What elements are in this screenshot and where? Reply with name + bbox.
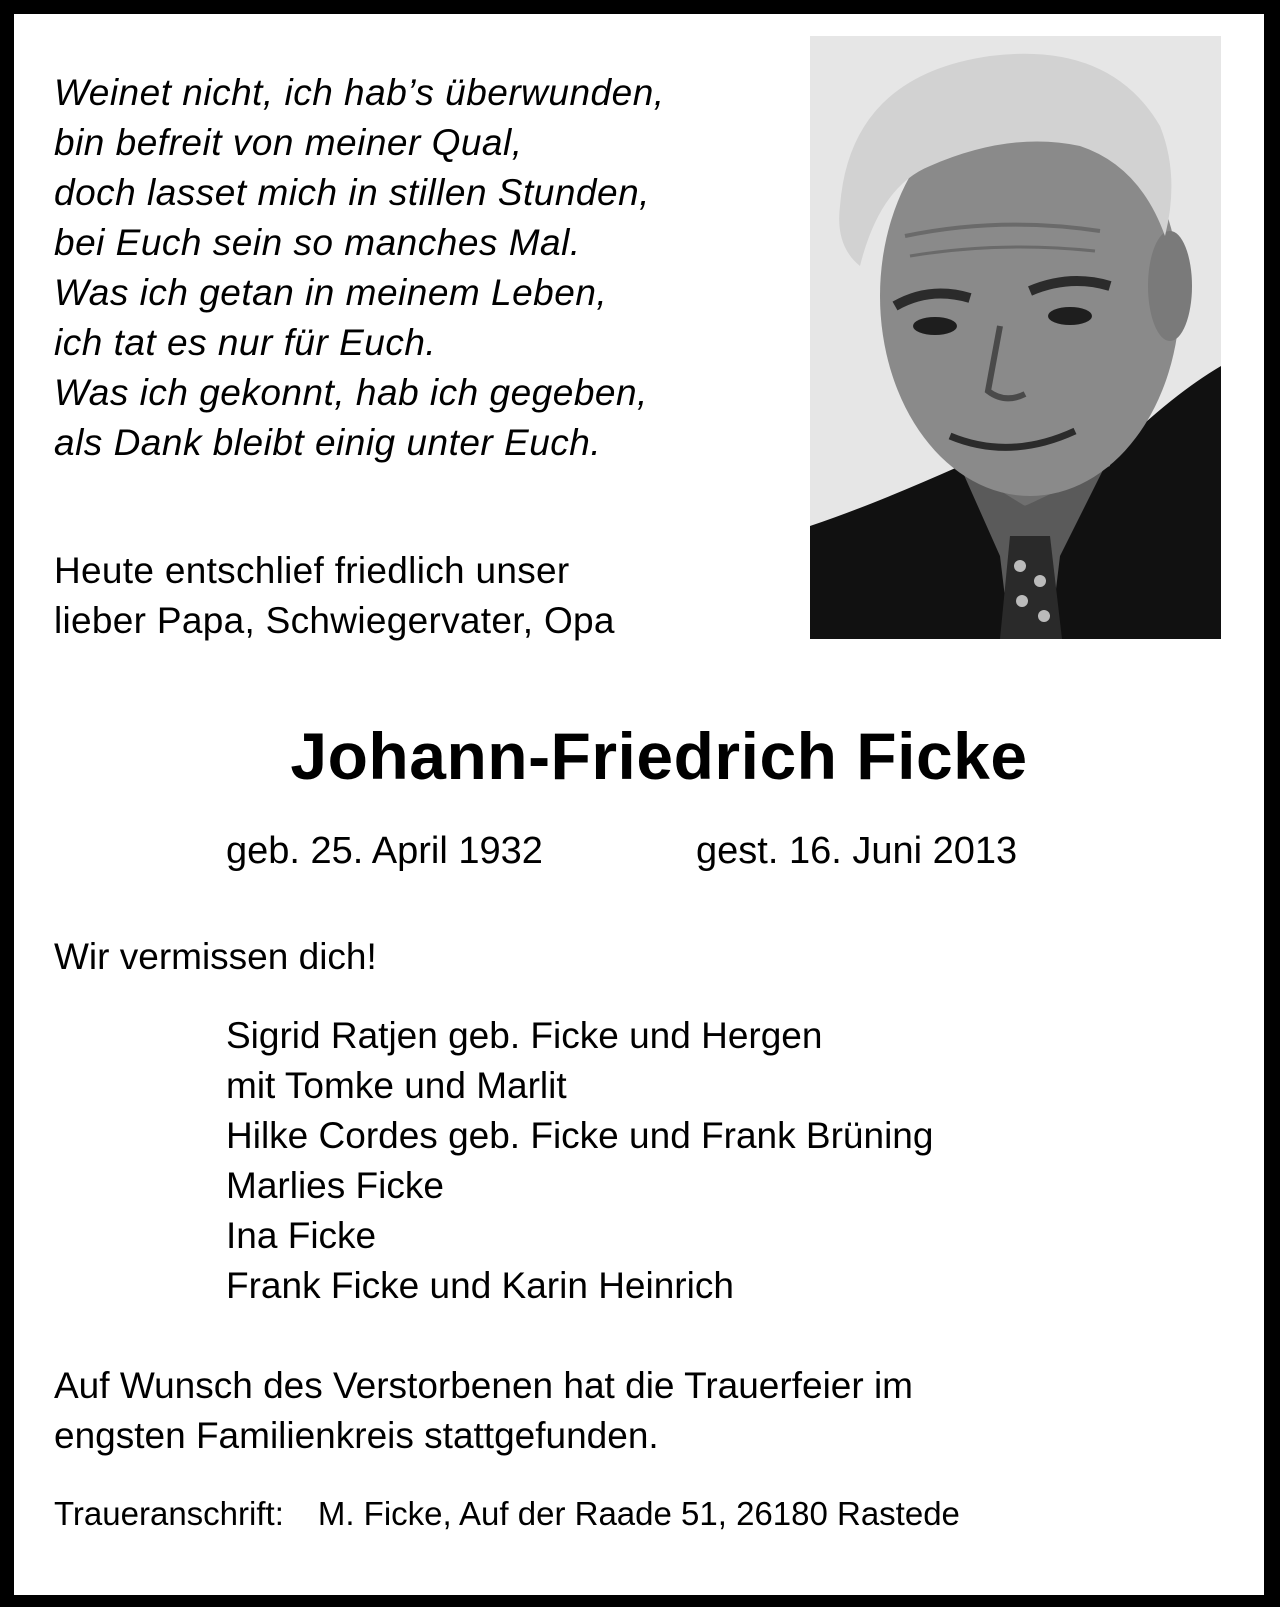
death-date: gest. 16. Juni 2013 (696, 830, 1018, 872)
family-member: mit Tomke und Marlit (226, 1065, 567, 1106)
family-member: Hilke Cordes geb. Ficke und Frank Brüning (226, 1115, 934, 1156)
poem-line: bei Euch sein so manches Mal. (54, 222, 581, 263)
birth-date: geb. 25. April 1932 (226, 830, 543, 872)
family-member: Marlies Ficke (226, 1165, 444, 1206)
mourning-address (54, 1492, 960, 1536)
poem-line: bin befreit von meiner Qual, (54, 122, 523, 163)
intro-line: Heute entschlief friedlich unser (54, 550, 570, 591)
poem-line: doch lasset mich in stillen Stunden, (54, 172, 650, 213)
address-value: M. Ficke, Auf der Raade 51, 26180 Rastede (317, 1495, 960, 1532)
ceremony-line: Auf Wunsch des Verstorbenen hat die Trauerfeier im (54, 1365, 914, 1406)
poem-line: als Dank bleibt einig unter Euch. (54, 422, 602, 463)
poem-line: Was ich gekonnt, hab ich gegeben, (54, 372, 648, 413)
family-list (226, 1011, 933, 1311)
intro-line: lieber Papa, Schwiegervater, Opa (54, 600, 615, 641)
poem-line: ich tat es nur für Euch. (54, 322, 437, 363)
ceremony-note (54, 1361, 913, 1461)
poem-line: Was ich getan in meinem Leben, (54, 272, 608, 313)
intro-text (54, 546, 814, 646)
ceremony-line: engsten Familienkreis stattgefunden. (54, 1415, 659, 1456)
family-member: Ina Ficke (226, 1215, 377, 1256)
deceased-name: Johann-Friedrich Ficke (290, 719, 1028, 793)
family-member: Sigrid Ratjen geb. Ficke und Hergen (226, 1015, 823, 1056)
poem-line: Weinet nicht, ich hab’s überwunden, (54, 72, 665, 113)
family-member: Frank Ficke und Karin Heinrich (226, 1265, 734, 1306)
poem (54, 68, 814, 468)
miss-text: Wir vermissen dich! (54, 936, 377, 977)
address-label: Traueranschrift: (54, 1495, 284, 1532)
portrait-photo (810, 36, 1221, 639)
